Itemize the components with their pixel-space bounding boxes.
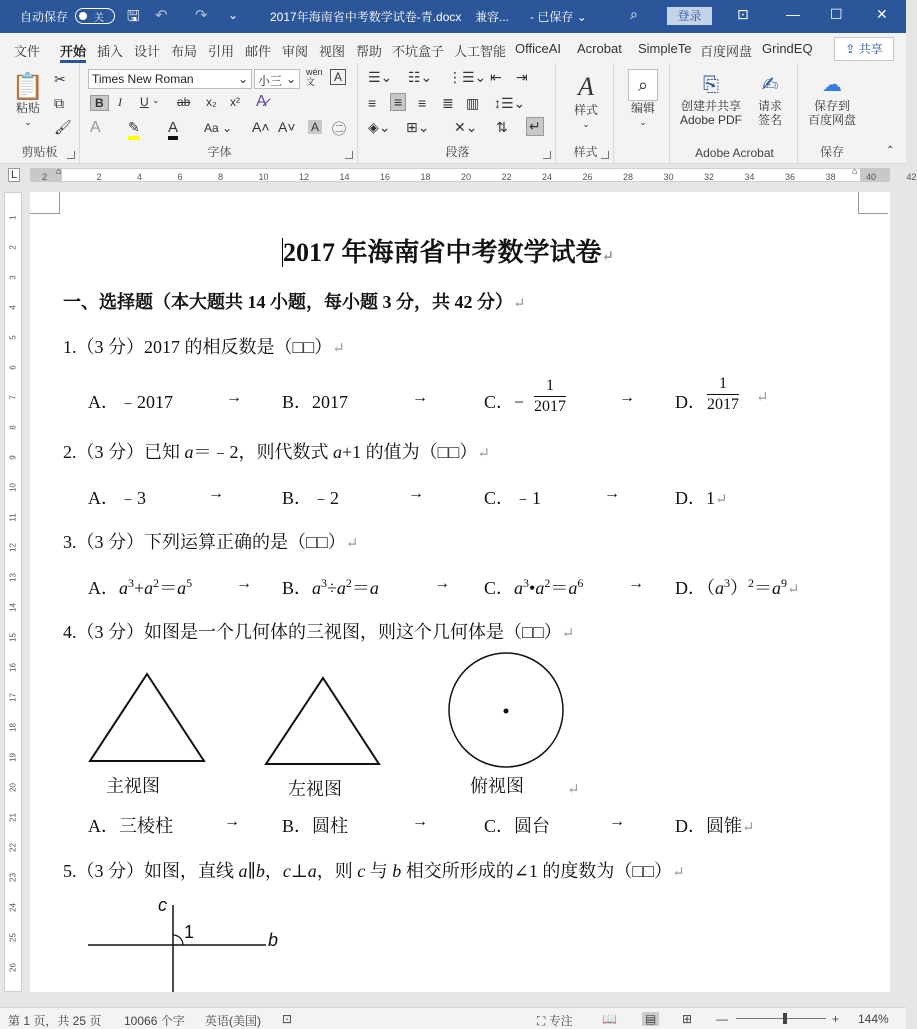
tab-stop-selector[interactable]: L (8, 168, 20, 182)
create-pdf-label: 创建并共享 (680, 99, 741, 113)
editing-group (616, 63, 670, 163)
tab-ai[interactable]: 人工智能 (454, 44, 507, 59)
phonetic-guide-icon[interactable]: wén 文 (306, 67, 323, 87)
crop-mark (30, 192, 60, 214)
paste-button[interactable] (8, 71, 48, 129)
tab-help[interactable]: 帮助 (356, 44, 383, 59)
borders-icon[interactable]: ⊞⌄ (406, 119, 430, 135)
ruler-tick-label: 18 (420, 172, 431, 182)
line-spacing-icon[interactable]: ↕☰⌄ (494, 95, 526, 111)
vruler-tick-label: 13 (8, 573, 18, 582)
tab-bukeng[interactable]: 不坑盒子 (392, 44, 445, 59)
increase-indent-icon[interactable]: ⇥ (516, 69, 528, 85)
vruler-tick-label: 20 (8, 783, 18, 792)
bullets-icon[interactable]: ☰⌄ (368, 69, 393, 85)
save-status: - 已保存 ⌄ (530, 10, 587, 24)
ruler-tick-label: 30 (663, 172, 674, 182)
clipboard-launcher-icon[interactable] (67, 151, 75, 159)
clear-format-icon[interactable]: A̷ (256, 93, 267, 110)
sort-icon[interactable]: ⇅ (496, 119, 508, 135)
ruler-tick-label: 16 (380, 172, 391, 182)
vruler-tick-label: 14 (8, 603, 18, 612)
ruler-tick-label: 8 (218, 172, 224, 182)
q4-stem: 4.（3 分）如图是一个几何体的三视图，则这个几何体是（□□）↵ (63, 622, 575, 642)
top-view-center-dot (504, 709, 509, 714)
q1-d-fraction (707, 374, 739, 415)
tab-arrow-icon: → (628, 575, 644, 592)
tab-arrow-icon: → (208, 485, 224, 502)
q1-d-denominator: 2017 (707, 396, 739, 413)
vertical-ruler (4, 192, 22, 992)
chinese-layout-icon[interactable]: ✕⌄ (454, 119, 478, 135)
tab-arrow-icon: → (224, 813, 240, 830)
ruler-tick-label: 40 (866, 172, 877, 182)
right-indent-marker-icon[interactable]: ⌂ (852, 166, 858, 176)
enclose-char-icon[interactable]: ㊁ (332, 121, 346, 137)
tab-review[interactable]: 审阅 (282, 44, 309, 59)
section-heading: 一、选择题（本大题共 14 小题，每小题 3 分，共 42 分）↵ (63, 292, 526, 312)
login-button[interactable]: 登录 (667, 7, 712, 25)
change-case-label: Aa (204, 121, 219, 135)
highlight-icon[interactable]: ✎ (128, 119, 140, 140)
compat-mode: 兼容... (475, 10, 510, 24)
styles-launcher-icon[interactable] (601, 151, 609, 159)
q1-c-sign: − (514, 392, 525, 412)
vruler-tick-label: 4 (8, 305, 18, 310)
q4-top-view-label: 俯视图 (470, 776, 524, 796)
vruler-tick-label: 21 (8, 813, 18, 822)
styles-group-label: 样式 (573, 145, 598, 159)
vruler-tick-label: 7 (8, 395, 18, 400)
vruler-tick-label: 3 (8, 275, 18, 280)
ruler-tick-label: 6 (177, 172, 183, 182)
title-bar (0, 0, 906, 33)
page-count[interactable]: 第 1 页，共 25 页 (8, 1014, 102, 1028)
q1-option-a: A．﹣2017 (88, 392, 173, 412)
ruler-tick-label: 34 (744, 172, 755, 182)
tab-officeai[interactable]: OfficeAI (515, 41, 562, 56)
tab-acrobat[interactable]: Acrobat (577, 41, 622, 56)
font-name-select[interactable]: Times New Roman ⌄ (88, 69, 252, 89)
ruler-tick-label: 32 (704, 172, 715, 182)
zoom-level[interactable]: 144% (858, 1012, 889, 1026)
side-view-triangle (266, 678, 379, 764)
tab-arrow-icon: → (619, 389, 635, 406)
angle-1-arc (173, 935, 183, 945)
q1-c-fraction (534, 376, 566, 417)
vruler-tick-label: 15 (8, 633, 18, 642)
tab-layout[interactable]: 布局 (171, 44, 198, 59)
shrink-font-icon[interactable]: A˅ (278, 119, 296, 135)
align-center-icon[interactable]: ≡ (390, 93, 406, 111)
q4-option-c: C．圆台 (484, 816, 551, 836)
tab-arrow-icon: → (604, 485, 620, 502)
language[interactable]: 英语(美国) (205, 1014, 261, 1028)
char-shading-icon[interactable]: A (308, 120, 322, 134)
maximize-icon[interactable]: ☐ (830, 6, 843, 22)
font-color-icon[interactable]: A (168, 119, 178, 140)
request-sign-label2: 签名 (757, 113, 782, 127)
q1-option-b: B．2017 (282, 392, 349, 412)
create-pdf-icon: ⎘ (703, 74, 719, 96)
save-to-label: 保存到 (813, 99, 850, 113)
q2-stem: 2.（3 分）已知 a＝﹣2，则代数式 a+1 的值为（□□）↵ (63, 442, 490, 462)
q4-side-view-label: 左视图 (288, 779, 342, 799)
vruler-tick-label: 5 (8, 335, 18, 340)
create-pdf-button[interactable] (676, 71, 746, 127)
bold-button[interactable]: B (90, 95, 109, 111)
create-pdf-label2: Adobe PDF (679, 113, 743, 127)
decrease-indent-icon[interactable]: ⇤ (490, 69, 502, 85)
vruler-tick-label: 11 (8, 513, 18, 522)
vruler-tick-label: 2 (8, 245, 18, 250)
q1-stem: 1.（3 分）2017 的相反数是（□□）↵ (63, 337, 345, 357)
font-size-select[interactable]: 小三 ⌄ (254, 69, 300, 89)
doc-title: 2017 年海南省中考数学试卷↵ (283, 238, 615, 267)
ruler-tick-label: 24 (542, 172, 553, 182)
focus-label: 专注 (548, 1014, 573, 1028)
q3-option-d: D．$(a^3)^2=a^9↵$ (675, 576, 800, 598)
q4-three-views-figure (86, 670, 586, 770)
subscript-button[interactable]: x₂ (206, 95, 217, 109)
find-icon: ⌕ (628, 69, 658, 101)
save-to-baidu-button[interactable] (804, 71, 860, 127)
baidu-cloud-icon: ☁ (822, 74, 842, 96)
zoom-slider[interactable] (736, 1018, 826, 1019)
change-case-button[interactable]: Aa ⌄ (204, 121, 233, 135)
ribbon-tabs (0, 33, 906, 63)
tab-design[interactable]: 设计 (134, 44, 161, 59)
tab-grindeq[interactable]: GrindEQ (762, 41, 813, 56)
request-sign-button[interactable] (748, 71, 792, 127)
tab-mailings[interactable]: 邮件 (245, 44, 272, 59)
horizontal-ruler (0, 164, 917, 186)
document-title: 2017年海南省中考数学试卷-青.docx (270, 10, 462, 24)
tab-home[interactable]: 开始 (60, 44, 87, 59)
paste-dropdown-icon: ⌄ (24, 117, 32, 127)
close-icon[interactable]: ✕ (876, 6, 888, 22)
text-effects-icon[interactable]: A (90, 119, 101, 136)
align-left-icon[interactable]: ≡ (368, 95, 377, 111)
q5-fig-label-1: 1 (184, 922, 195, 942)
clipboard-group-label: 剪贴板 (21, 145, 58, 159)
q4-option-a: A．三棱柱 (88, 816, 173, 836)
q2-option-b: B．﹣2 (282, 488, 340, 508)
zoom-slider-thumb[interactable] (783, 1013, 787, 1024)
styles-dropdown-icon: ⌄ (582, 119, 590, 129)
vruler-tick-label: 1 (8, 215, 18, 220)
share-label: 共享 (858, 42, 883, 56)
vruler-tick-label: 22 (8, 843, 18, 852)
font-size-value: 小三 (258, 74, 283, 88)
format-painter-icon[interactable]: 🖌 (54, 119, 72, 135)
ruler-tick-label: 36 (785, 172, 796, 182)
font-name-value: Times New Roman (92, 72, 194, 86)
editing-dropdown-icon: ⌄ (639, 117, 647, 127)
cut-icon[interactable]: ✂ (54, 71, 66, 87)
ruler-tick-label: 2 (42, 172, 48, 182)
vruler-tick-label: 10 (8, 483, 18, 492)
grow-font-icon[interactable]: A˄ (252, 119, 270, 135)
vruler-tick-label: 12 (8, 543, 18, 552)
q3-option-c: C．$a^3•a^2=a^6$ (484, 576, 584, 598)
save-group (800, 63, 864, 163)
autosave-toggle[interactable] (75, 8, 115, 24)
tab-arrow-icon: → (226, 389, 242, 406)
q5-fig-label-c: c (158, 895, 167, 915)
vruler-tick-label: 25 (8, 933, 18, 942)
q5-fig-label-b: b (268, 930, 279, 950)
styles-btn-label: 样式 (573, 103, 598, 117)
paragraph-mark: ↵ (756, 390, 769, 406)
ruler-tick-label: 4 (137, 172, 143, 182)
vruler-tick-label: 8 (8, 425, 18, 430)
ruler-tick-label: 38 (825, 172, 836, 182)
paragraph-group-label: 段落 (445, 145, 470, 159)
acrobat-group-label: Adobe Acrobat (695, 146, 774, 160)
tab-baidu[interactable]: 百度网盘 (700, 44, 753, 59)
distributed-icon[interactable]: ▥ (466, 95, 480, 111)
request-sign-icon: ✍ (761, 74, 779, 96)
shading-icon[interactable]: ◈⌄ (368, 119, 391, 135)
vruler-tick-label: 23 (8, 873, 18, 882)
autosave-label: 自动保存 (20, 10, 69, 24)
styles-icon: A (578, 72, 594, 101)
superscript-button[interactable]: x² (230, 95, 240, 109)
q3-option-b: B．$a^3\div a^2=a$ (282, 576, 379, 598)
ruler-tick-label: 12 (299, 172, 310, 182)
vruler-tick-label: 9 (8, 455, 18, 460)
tab-arrow-icon: → (412, 389, 428, 406)
vruler-tick-label: 17 (8, 693, 18, 702)
undo-icon[interactable]: ↶ (155, 7, 168, 24)
paragraph-mark: ↵ (567, 782, 580, 798)
paragraph-group (360, 63, 556, 163)
focus-mode[interactable]: ⛶ 专注 (537, 1014, 573, 1028)
q4-option-b: B．圆柱 (282, 816, 349, 836)
tab-arrow-icon: → (412, 813, 428, 830)
paste-icon: 📋 (11, 71, 45, 101)
q2-option-c: C．﹣1 (484, 488, 542, 508)
save-group-label: 保存 (819, 145, 844, 159)
ribbon (0, 63, 906, 164)
word-count[interactable]: 10066 个字 (124, 1014, 185, 1028)
styles-button[interactable] (564, 71, 608, 131)
autosave-state: 关 (94, 13, 104, 24)
char-border-icon[interactable]: A (330, 69, 346, 85)
tab-references[interactable]: 引用 (208, 44, 235, 59)
crop-mark (858, 192, 888, 214)
font-group (82, 63, 358, 163)
align-right-icon[interactable]: ≡ (418, 95, 427, 111)
justify-icon[interactable]: ≣ (442, 95, 454, 111)
q3-option-a: A．$a^3+a^2=a^5$ (88, 576, 193, 598)
tab-insert[interactable]: 插入 (97, 44, 124, 59)
paragraph-launcher-icon[interactable] (543, 151, 551, 159)
web-layout-icon[interactable]: ⊞ (682, 1012, 693, 1026)
ruler-tick-label: 26 (582, 172, 593, 182)
q2-option-d: D．1↵ (675, 488, 728, 508)
ruler-tick-label: 10 (258, 172, 269, 182)
italic-button[interactable]: I (118, 95, 122, 109)
paste-label: 粘贴 (15, 101, 40, 115)
tab-arrow-icon: → (609, 813, 625, 830)
strikethrough-button[interactable]: ab (177, 95, 191, 109)
print-layout-icon[interactable]: ▤ (642, 1012, 659, 1026)
tab-arrow-icon: → (236, 575, 252, 592)
q4-front-view-label: 主视图 (106, 776, 160, 796)
numbering-icon[interactable]: ☷⌄ (408, 69, 433, 85)
vruler-tick-label: 19 (8, 753, 18, 762)
zoom-in-icon[interactable]: + (832, 1012, 840, 1026)
ruler-tick-label: 22 (501, 172, 512, 182)
vruler-tick-label: 18 (8, 723, 18, 732)
editing-button[interactable] (622, 69, 664, 129)
vruler-tick-label: 6 (8, 365, 18, 370)
ribbon-display-icon[interactable]: ⊡ (737, 6, 749, 22)
font-launcher-icon[interactable] (345, 151, 353, 159)
clipboard-group (0, 63, 80, 163)
q1-option-d: D． (675, 392, 706, 412)
font-group-label: 字体 (207, 145, 232, 159)
tab-arrow-icon: → (434, 575, 450, 592)
baidu-label: 百度网盘 (807, 113, 856, 127)
qat-more-icon[interactable]: ⌄ (228, 8, 239, 22)
tab-arrow-icon: → (408, 485, 424, 502)
ruler-tick-label: 28 (623, 172, 634, 182)
ruler-tick-label: 20 (461, 172, 472, 182)
underline-button[interactable]: U (140, 95, 149, 109)
q5-stem: 5.（3 分）如图，直线 a∥b，c⊥a，则 c 与 b 相交所形成的∠1 的度数为（□□）↵ (63, 861, 685, 881)
zoom-out-icon[interactable]: — (716, 1012, 728, 1026)
multilevel-list-icon[interactable]: ⋮☰⌄ (448, 69, 487, 85)
ruler-tick-label: 42 (906, 172, 917, 182)
indent-marker-icon[interactable]: ⌂ (56, 166, 62, 176)
acrobat-group (672, 63, 798, 163)
redo-icon[interactable]: ↷ (195, 7, 208, 24)
q4-option-d: D．圆锥↵ (675, 816, 755, 836)
editing-btn-label: 编辑 (630, 101, 655, 115)
collapse-ribbon-icon[interactable]: ⌃ (886, 145, 895, 156)
vruler-tick-label: 26 (8, 963, 18, 972)
underline-dropdown-icon[interactable]: ⌄ (152, 95, 160, 105)
show-marks-icon[interactable]: ↵ (526, 117, 544, 136)
tab-file[interactable]: 文件 (14, 44, 41, 59)
q1-c-denominator: 2017 (534, 398, 566, 415)
ruler-tick-label: 14 (339, 172, 350, 182)
ruler-tick-label: 2 (96, 172, 102, 182)
q1-c-numerator: 1 (534, 376, 566, 397)
accessibility-icon[interactable]: ⊡ (282, 1012, 293, 1026)
q1-option-c: C．− (484, 392, 525, 412)
tab-view[interactable]: 视图 (319, 44, 346, 59)
read-mode-icon[interactable]: 📖 (602, 1012, 617, 1026)
styles-group (558, 63, 614, 163)
q2-option-a: A．﹣3 (88, 488, 146, 508)
vruler-tick-label: 16 (8, 663, 18, 672)
save-icon[interactable]: 🖫 (127, 8, 140, 25)
vruler-tick-label: 24 (8, 903, 18, 912)
document-page[interactable] (30, 192, 890, 992)
request-sign-label: 请求 (757, 99, 782, 113)
minimize-icon[interactable]: — (786, 6, 800, 22)
front-view-triangle (90, 674, 204, 761)
q5-lines-figure (86, 897, 286, 992)
share-button[interactable]: ⇪ 共享 (834, 37, 894, 61)
q1-d-numerator: 1 (707, 374, 739, 395)
tab-simpletex[interactable]: SimpleTe (638, 41, 692, 56)
copy-icon[interactable]: ⧉ (54, 95, 64, 111)
q3-stem: 3.（3 分）下列运算正确的是（□□）↵ (63, 532, 359, 552)
status-bar (0, 1007, 906, 1029)
search-icon[interactable]: ⌕ (630, 6, 638, 22)
